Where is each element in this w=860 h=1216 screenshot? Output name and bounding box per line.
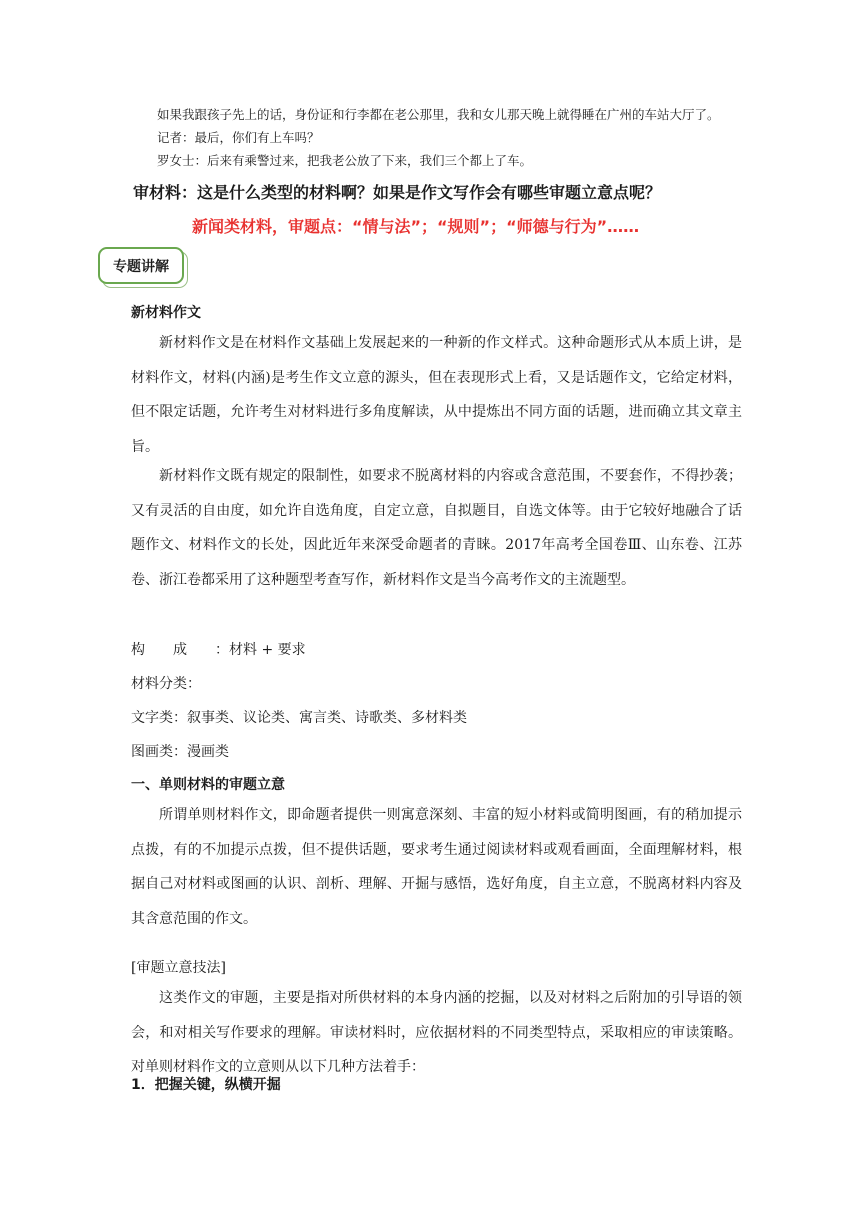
heading-key-points: 1．把握关键，纵横开掘 bbox=[131, 1077, 281, 1093]
composition-label: 构成 bbox=[131, 642, 215, 658]
dialogue-line-2: 记者：最后，你们有上车吗？ bbox=[157, 130, 320, 145]
text-class-line: 文字类：叙事类、议论类、寓言类、诗歌类、多材料类 bbox=[131, 710, 467, 726]
dialogue-line-3: 罗女士：后来有乘警过来，把我老公放了下来，我们三个都上了车。 bbox=[157, 153, 533, 168]
composition-value: ：材料 + 要求 bbox=[215, 642, 306, 658]
review-answer: 新闻类材料，审题点：“情与法”；“规则”；“师德与行为”…… bbox=[192, 217, 640, 236]
composition-row bbox=[131, 639, 306, 659]
review-question: 审材料：这是什么类型的材料啊？如果是作文写作会有哪些审题立意点呢？ bbox=[133, 183, 662, 202]
section-title: 新材料作文 bbox=[131, 305, 201, 321]
method-heading: [审题立意技法] bbox=[131, 960, 226, 976]
dialogue-line-1: 如果我跟孩子先上的话，身份证和行李都在老公那里，我和女儿那天晚上就得睡在广州的车站大厅了。 bbox=[157, 107, 720, 122]
paragraph-single-material: 所谓单则材料作文，即命题者提供一则寓意深刻、丰富的短小材料或简明图画，有的稍加提示点拨，有的不加提示点拨，但不提供话题，要求考生通过阅读材料或观看画面，全面理解材料，根据自己对材料或图画的认识、剖析、理解、开掘与感悟，选好角度，自主立意，不脱离材料内容及其含意范围的作文。 bbox=[131, 807, 742, 927]
image-class-line: 图画类：漫画类 bbox=[131, 744, 229, 760]
paragraph-method: 这类作文的审题，主要是指对所供材料的本身内涵的挖掘，以及对材料之后附加的引导语的领会，和对相关写作要求的理解。审读材料时，应依据材料的不同类型特点，采取相应的审读策略。对单则材料作文的立意则从以下几种方法着手： bbox=[131, 990, 742, 1075]
section-tag: 专题讲解 bbox=[98, 247, 184, 284]
material-class-label: 材料分类： bbox=[131, 676, 201, 692]
heading-single-material: 一、单则材料的审题立意 bbox=[131, 777, 285, 793]
paragraph-intro: 新材料作文是在材料作文基础上发展起来的一种新的作文样式。这种命题形式从本质上讲，是材料作文，材料(内涵)是考生作文立意的源头，但在表现形式上看，又是话题作文，它给定材料，但不限定话题，允许考生对材料进行多角度解读，从中提炼出不同方面的话题，进而确立其文章主旨。 bbox=[131, 335, 742, 455]
paragraph-features: 新材料作文既有规定的限制性，如要求不脱离材料的内容或含意范围，不要套作，不得抄袭；又有灵活的自由度，如允许自选角度，自定立意，自拟题目，自选文体等。由于它较好地融合了话题作文、材料作文的长处，因此近年来深受命题者的青睐。2017年高考全国卷Ⅲ、山东卷、江苏卷、浙江卷都采用了这种题型考查写作，新材料作文是当今高考作文的主流题型。 bbox=[131, 468, 742, 588]
